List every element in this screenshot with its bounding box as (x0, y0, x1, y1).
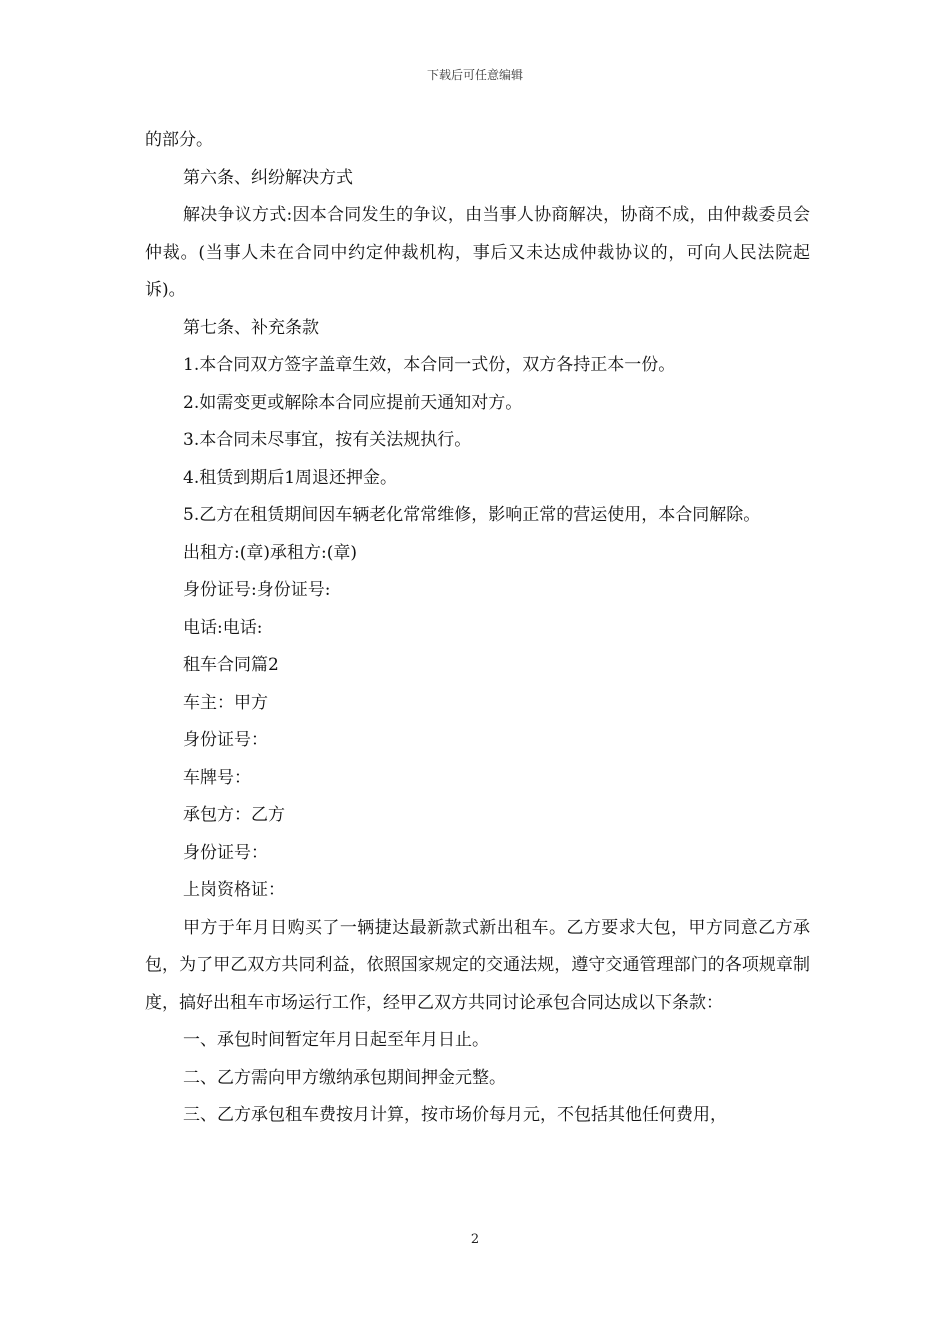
clause: 三、乙方承包租车费按月计算，按市场价每月元，不包括其他任何费用， (183, 1105, 727, 1125)
signature-line: 电话:电话: (183, 617, 263, 638)
document-body (145, 122, 810, 1135)
list-item: 5.乙方在租赁期间因车辆老化常常维修，影响正常的营运使用，本合同解除。 (183, 505, 761, 525)
clause: 一、承包时间暂定年月日起至年月日止。 (183, 1030, 489, 1050)
signature-line: 出租方:(章)承租方:(章) (183, 542, 357, 563)
list-item: 1.本合同双方签字盖章生效，本合同一式份，双方各持正本一份。 (183, 355, 676, 375)
list-item: 3.本合同未尽事宜，按有关法规执行。 (183, 430, 472, 450)
form-field-line: 上岗资格证： (183, 880, 285, 900)
paragraph: 解决争议方式:因本合同发生的争议，由当事人协商解决，协商不成，由仲裁委员会仲裁。(当事人未在合同中约定仲裁机构，事后又未达成仲裁协议的，可向人民法院起诉)。 (145, 205, 810, 300)
paragraph: 的部分。 (145, 130, 213, 150)
list-item: 2.如需变更或解除本合同应提前天通知对方。 (183, 392, 523, 413)
form-field-line: 车牌号： (183, 767, 251, 788)
clause: 二、乙方需向甲方缴纳承包期间押金元整。 (183, 1067, 506, 1088)
list-item: 4.租赁到期后1周退还押金。 (183, 467, 398, 488)
section-heading: 第七条、补充条款 (183, 317, 319, 338)
signature-line: 身份证号:身份证号: (183, 580, 331, 600)
section-heading: 第六条、纠纷解决方式 (183, 167, 353, 188)
page-number: 2 (470, 1232, 480, 1247)
form-field-line: 身份证号： (183, 730, 268, 750)
form-field-line: 承包方：乙方 (183, 805, 285, 825)
contract-title: 租车合同篇2 (183, 655, 279, 675)
form-field-line: 车主：甲方 (183, 692, 268, 713)
page-header: 下载后可任意编辑 (426, 68, 523, 82)
form-field-line: 身份证号： (183, 842, 268, 863)
paragraph: 甲方于年月日购买了一辆捷达最新款式新出租车。乙方要求大包，甲方同意乙方承包，为了甲乙双方共同利益，依照国家规定的交通法规，遵守交通管理部门的各项规章制度，搞好出租车市场运行工作，经甲乙双方共同讨论承包合同达成以下条款： (145, 917, 810, 1013)
